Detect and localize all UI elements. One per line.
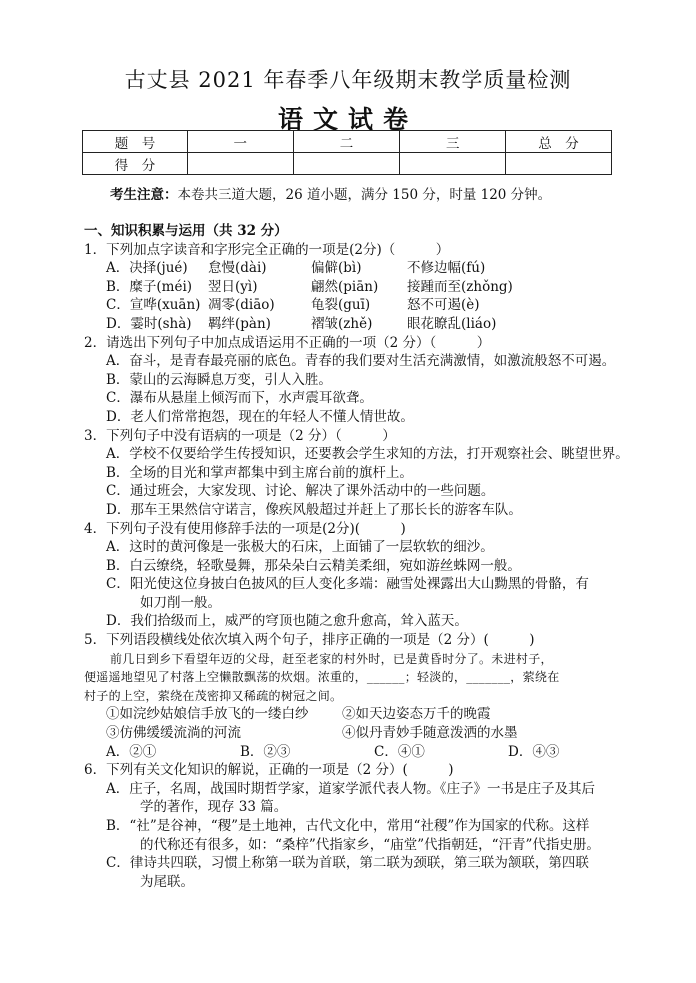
option-item: B．糜子(méi) <box>106 278 193 295</box>
option-item: B．“社”是谷神，“稷”是土地神，古代文化中，常用“社稷”作为国家的代称。这样 <box>106 818 590 834</box>
option-item: B．全场的目光和掌声都集中到主席台前的旗杆上。 <box>106 464 413 481</box>
option-item: 眼花瞭乱(liáo) <box>407 315 497 332</box>
score-cell <box>400 153 506 175</box>
option-item: A．庄子，名周，战国时期哲学家，道家学派代表人物。《庄子》一书是庄子及其后 <box>106 780 595 797</box>
passage-line: 村子的上空，萦绕在茂密抑又稀疏的树冠之间。 <box>84 688 343 703</box>
option-item: 接踵而至(zhǒng) <box>407 278 513 295</box>
option-item-continued: 如刀削一般。 <box>140 594 221 611</box>
option-item: A．这时的黄河像是一张极大的石床，上面铺了一层软软的细沙。 <box>106 539 494 556</box>
option-item: 怠慢(dài) <box>208 260 267 277</box>
question-stem: 5．下列语段横线处依次填入两个句子，排序正确的一项是（2 分）( ) <box>84 632 535 649</box>
sentence-choice: ③仿佛缓缓流淌的河流 <box>106 725 241 742</box>
option-item: A．学校不仅要给学生传授知识，还要教会学生求知的方法，打开观察社会、眺望世界。 <box>106 446 629 463</box>
option-item: C．瀑布从悬崖上倾泻而下，水声震耳欲聋。 <box>106 390 373 407</box>
option-row <box>84 259 616 278</box>
score-table-header-row <box>83 131 612 153</box>
option-item: 翩然(piān) <box>311 278 379 295</box>
option-row <box>84 743 616 762</box>
option-item-continued: 为尾联。 <box>140 873 194 890</box>
option-item: C．宣哗(xuān) <box>106 297 201 314</box>
section-title: 一、知识积累与运用（共 32 分） <box>84 223 288 239</box>
exam-content <box>84 222 629 891</box>
sentence-choice: ①如浣纱姑娘信手放飞的一缕白纱 <box>106 706 309 723</box>
option-item: C．阳光使这位身披白色披风的巨人变化多端：融雪处裸露出大山黝黑的骨骼，有 <box>106 576 589 593</box>
score-table <box>82 130 612 175</box>
header-cell: 二 <box>293 131 400 153</box>
option-item: 翌日(yì) <box>208 278 258 295</box>
option-item: A．②① <box>106 743 157 760</box>
option-item: B．蒙山的云海瞬息万变，引人入胜。 <box>106 371 332 388</box>
sentence-choice: ②如天边姿态万千的晚霞 <box>342 706 491 723</box>
question-stem: 2．请选出下列句子中加点成语运用不正确的一项（2 分）（ ） <box>84 334 491 351</box>
option-item-continued: 学的著作，现存 33 篇。 <box>140 799 288 816</box>
option-item: 偏僻(bì) <box>311 260 362 277</box>
option-item: B．白云缭绕，轻歌曼舞，那朵朵白云精美柔细，宛如游丝蛛网一般。 <box>106 557 521 574</box>
option-item: C．④① <box>374 743 425 760</box>
sentence-choice: ④似丹青妙手随意泼洒的水墨 <box>342 725 518 742</box>
exam-notice <box>110 183 551 203</box>
option-item: D．我们拾级而上，威严的穹顶也随之愈升愈高，耸入蓝天。 <box>106 613 468 630</box>
option-item: 怒不可遏(è) <box>407 297 480 314</box>
option-item: 凋零(diāo) <box>208 297 275 314</box>
notice-label: 考生注意： <box>110 187 178 203</box>
score-cell <box>187 153 293 175</box>
option-item: 羁绊(pàn) <box>208 315 271 332</box>
option-row <box>84 296 616 315</box>
option-item: D．老人们常常抱怨，现在的年轻人不懂人情世故。 <box>106 408 414 425</box>
notice-text: 本卷共三道大题，26 道小题，满分 150 分，时量 120 分钟。 <box>177 187 552 203</box>
option-item: B．②③ <box>240 743 291 760</box>
header-cell: 总 分 <box>506 131 612 153</box>
score-cell <box>293 153 400 175</box>
option-item: 不修边幅(fú) <box>407 260 486 277</box>
option-item: 龟裂(guī) <box>311 297 371 314</box>
option-item: C．律诗共四联，习惯上称第一联为首联，第二联为颈联，第三联为颔联，第四联 <box>106 855 589 872</box>
question-stem: 6．下列有关文化知识的解说，正确的一项是（2 分）( ) <box>84 762 454 779</box>
question-stem: 3．下列句子中没有语病的一项是（2 分）（ ） <box>84 427 396 444</box>
option-row <box>84 278 616 297</box>
option-item: 褶皱(zhě) <box>311 315 373 332</box>
exam-title: 古丈县 2021 年春季八年级期末教学质量检测 <box>124 68 572 92</box>
passage-line: 前几日到乡下看望年迈的父母，赶至老家的村外时，已是黄昏时分了。未进村子， <box>110 651 553 666</box>
score-label-cell: 得 分 <box>83 153 188 175</box>
score-cell <box>506 153 612 175</box>
sentence-choices-row <box>84 724 616 743</box>
question-stem: 4．下列句子没有使用修辞手法的一项是(2分)( ) <box>84 520 406 537</box>
option-row <box>84 315 616 334</box>
question-stem: 1．下列加点字读音和字形完全正确的一项是(2分)（ ） <box>84 241 450 258</box>
option-item: C．通过班会，大家发现、讨论、解决了课外活动中的一些问题。 <box>106 483 495 500</box>
option-item: A．决择(jué) <box>106 260 188 277</box>
header-cell: 一 <box>187 131 293 153</box>
passage-line: 便遥遥地望见了村落上空懒散飘荡的炊烟。浓重的，______；轻淡的，_______，萦绕在 <box>84 670 560 685</box>
score-table-score-row <box>83 153 612 175</box>
option-item: A．奋斗，是青春最亮丽的底色。青春的我们要对生活充满激情，如激流般怒不可遏。 <box>106 353 616 370</box>
option-item: D．④③ <box>508 743 560 760</box>
option-item-continued: 的代称还有很多，如：“桑梓”代指家乡，“庙堂”代指朝廷，“汗青”代指史册。 <box>140 836 600 853</box>
option-item: D．霎时(shà) <box>106 315 192 332</box>
option-item: D．那车王果然信守诺言，像疾风般超过并赶上了那长长的游客车队。 <box>106 501 522 518</box>
header-cell: 题 号 <box>83 131 188 153</box>
header-cell: 三 <box>400 131 506 153</box>
exam-subtitle: 语文试卷 <box>277 105 418 134</box>
sentence-choices-row <box>84 705 616 724</box>
